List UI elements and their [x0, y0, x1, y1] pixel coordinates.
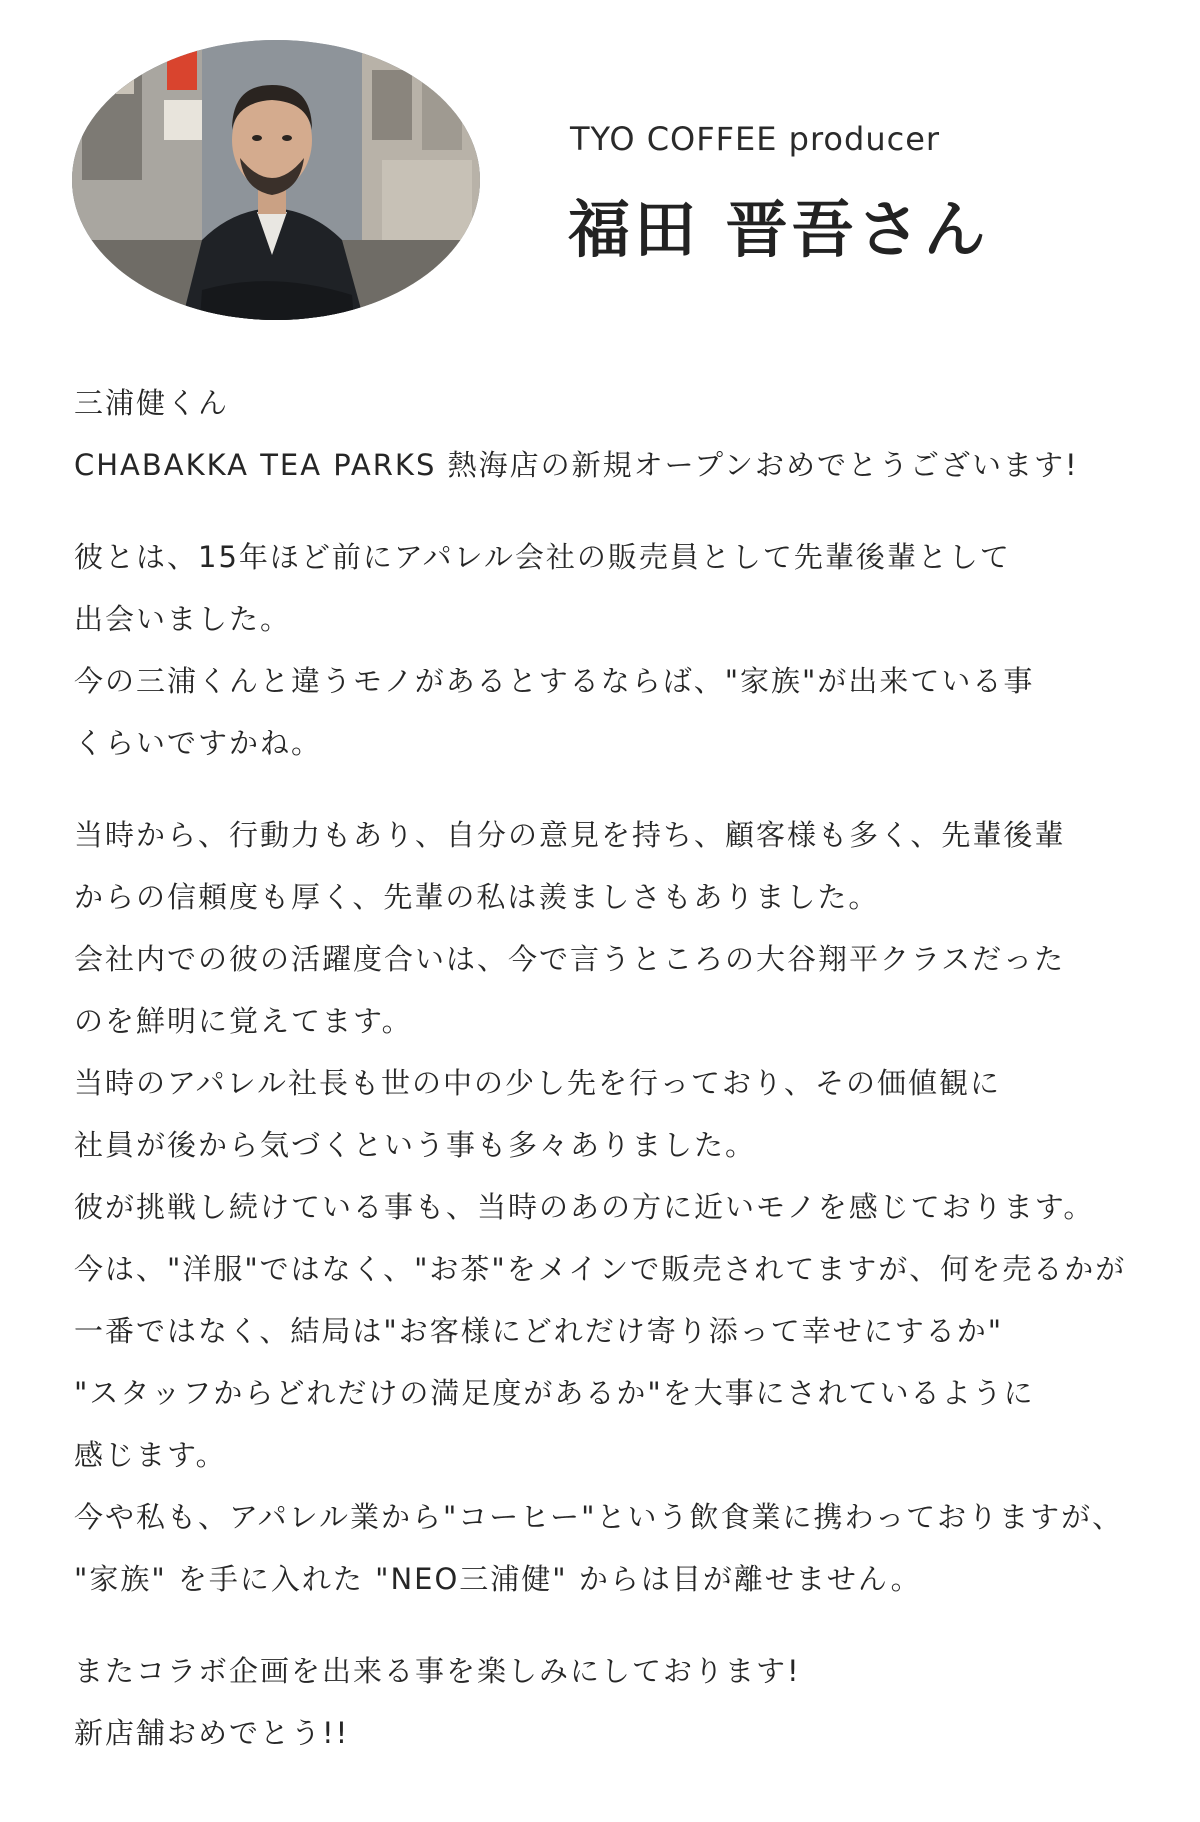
letter-line: 今の三浦くんと違うモノがあるとするならば、"家族"が出来ている事: [74, 664, 1035, 698]
letter-line: 感じます。: [74, 1438, 227, 1472]
letter-line: のを鮮明に覚えてます。: [74, 1004, 413, 1038]
letter-line: またコラボ企画を出来る事を楽しみにしております!: [74, 1654, 801, 1688]
portrait-image: [72, 40, 480, 320]
letter-line: 当時のアパレル社長も世の中の少し先を行っており、その価値観に: [74, 1066, 1001, 1100]
letter-paragraph: [74, 804, 1142, 1610]
letter-line: 彼が挑戦し続けている事も、当時のあの方に近いモノを感じております。: [74, 1190, 1095, 1224]
letter-line: 一番ではなく、結局は"お客様にどれだけ寄り添って幸せにするか": [74, 1314, 1004, 1348]
letter-line: からの信頼度も厚く、先輩の私は羨ましさもありました。: [74, 880, 880, 914]
letter-line: 今や私も、アパレル業から"コーヒー"という飲食業に携わっておりますが、: [74, 1500, 1124, 1534]
letter-line: 会社内での彼の活躍度合いは、今で言うところの大谷翔平クラスだった: [74, 942, 1066, 976]
letter-line: 社員が後から気づくという事も多々ありました。: [74, 1128, 757, 1162]
letter-line: 今は、"洋服"ではなく、"お茶"をメインで販売されてますが、何を売るかが: [74, 1252, 1127, 1286]
letter-line: くらいですかね。: [74, 726, 323, 760]
letter-line: CHABAKKA TEA PARKS 熱海店の新規オープンおめでとうございます!: [74, 448, 1079, 482]
letter-line: 彼とは、15年ほど前にアパレル会社の販売員として先輩後輩として: [74, 540, 1011, 574]
letter-line: "スタッフからどれだけの満足度があるか"を大事にされているように: [74, 1376, 1035, 1410]
letter-line: 出会いました。: [74, 602, 292, 636]
profile-header: [0, 0, 1200, 340]
letter-paragraph: [74, 526, 1142, 774]
letter-paragraph: [74, 372, 1142, 496]
producer-role: TYO COFFEE producer: [570, 120, 941, 158]
letter-line: 新店舗おめでとう!!: [74, 1716, 350, 1750]
letter-line: "家族" を手に入れた "NEO三浦健" からは目が離せません。: [74, 1562, 922, 1596]
letter-line: 三浦健くん: [74, 386, 230, 420]
letter-line: 当時から、行動力もあり、自分の意見を持ち、顧客様も多く、先輩後輩: [74, 818, 1066, 852]
letter-paragraph: [74, 1640, 1142, 1764]
producer-name: 福田 晋吾さん: [568, 193, 990, 266]
profile-photo: [72, 40, 480, 320]
letter-body: [74, 372, 1142, 1794]
